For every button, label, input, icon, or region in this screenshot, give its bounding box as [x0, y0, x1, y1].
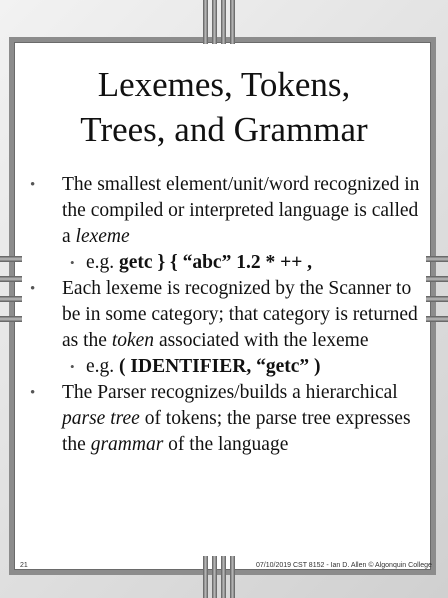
example-prefix: e.g.: [86, 252, 120, 273]
bullet-icon: •: [70, 359, 75, 374]
bullet-text-tail: associated with the lexeme: [154, 330, 369, 351]
bullet-emphasis: token: [111, 330, 155, 351]
decorative-bars-left: [0, 256, 22, 332]
bullet-icon: •: [30, 385, 36, 401]
bullet-text: Each lexeme is recognized by the Scanner to be in some category; that category is returned as the: [62, 278, 418, 351]
bullet-icon: •: [30, 177, 36, 193]
bullet-lexeme: [30, 172, 425, 250]
slide-number: 21: [20, 562, 28, 569]
bullet-emphasis-2: grammar: [90, 434, 164, 455]
decorative-bars-top: [203, 0, 243, 44]
decorative-bars-bottom: [203, 556, 243, 598]
bullet-icon: •: [30, 281, 36, 297]
example-code: getc } { “abc” 1.2 * ++ ,: [119, 252, 313, 273]
title-line-1: Lexemes, Tokens,: [97, 65, 351, 104]
bullet-text: The Parser recognizes/builds a hierarchical: [62, 382, 398, 403]
slide-content: [30, 172, 425, 458]
bullet-text-tail: of the language: [163, 434, 289, 455]
example-prefix: e.g.: [86, 356, 120, 377]
slide-footer: 07/10/2019 CST 8152 - Ian D. Allen © Algonquin College: [256, 562, 432, 569]
bullet-text-middle: of tokens; the parse tree expresses the: [62, 408, 411, 455]
bullet-emphasis: lexeme: [75, 226, 130, 247]
sub-bullet-lexeme-example: [30, 250, 425, 276]
decorative-bars-right: [426, 256, 448, 332]
sub-bullet-token-example: [30, 354, 425, 380]
bullet-parse-tree: [30, 380, 425, 458]
bullet-token: [30, 276, 425, 354]
bullet-emphasis: parse tree: [62, 408, 140, 429]
slide-title: [14, 62, 434, 152]
bullet-text: The smallest element/unit/word recognized in the compiled or interpreted language is called a: [62, 174, 420, 247]
title-line-2: Trees, and Grammar: [80, 110, 368, 149]
example-code: ( IDENTIFIER, “getc” ): [119, 356, 321, 377]
bullet-icon: •: [70, 255, 75, 270]
